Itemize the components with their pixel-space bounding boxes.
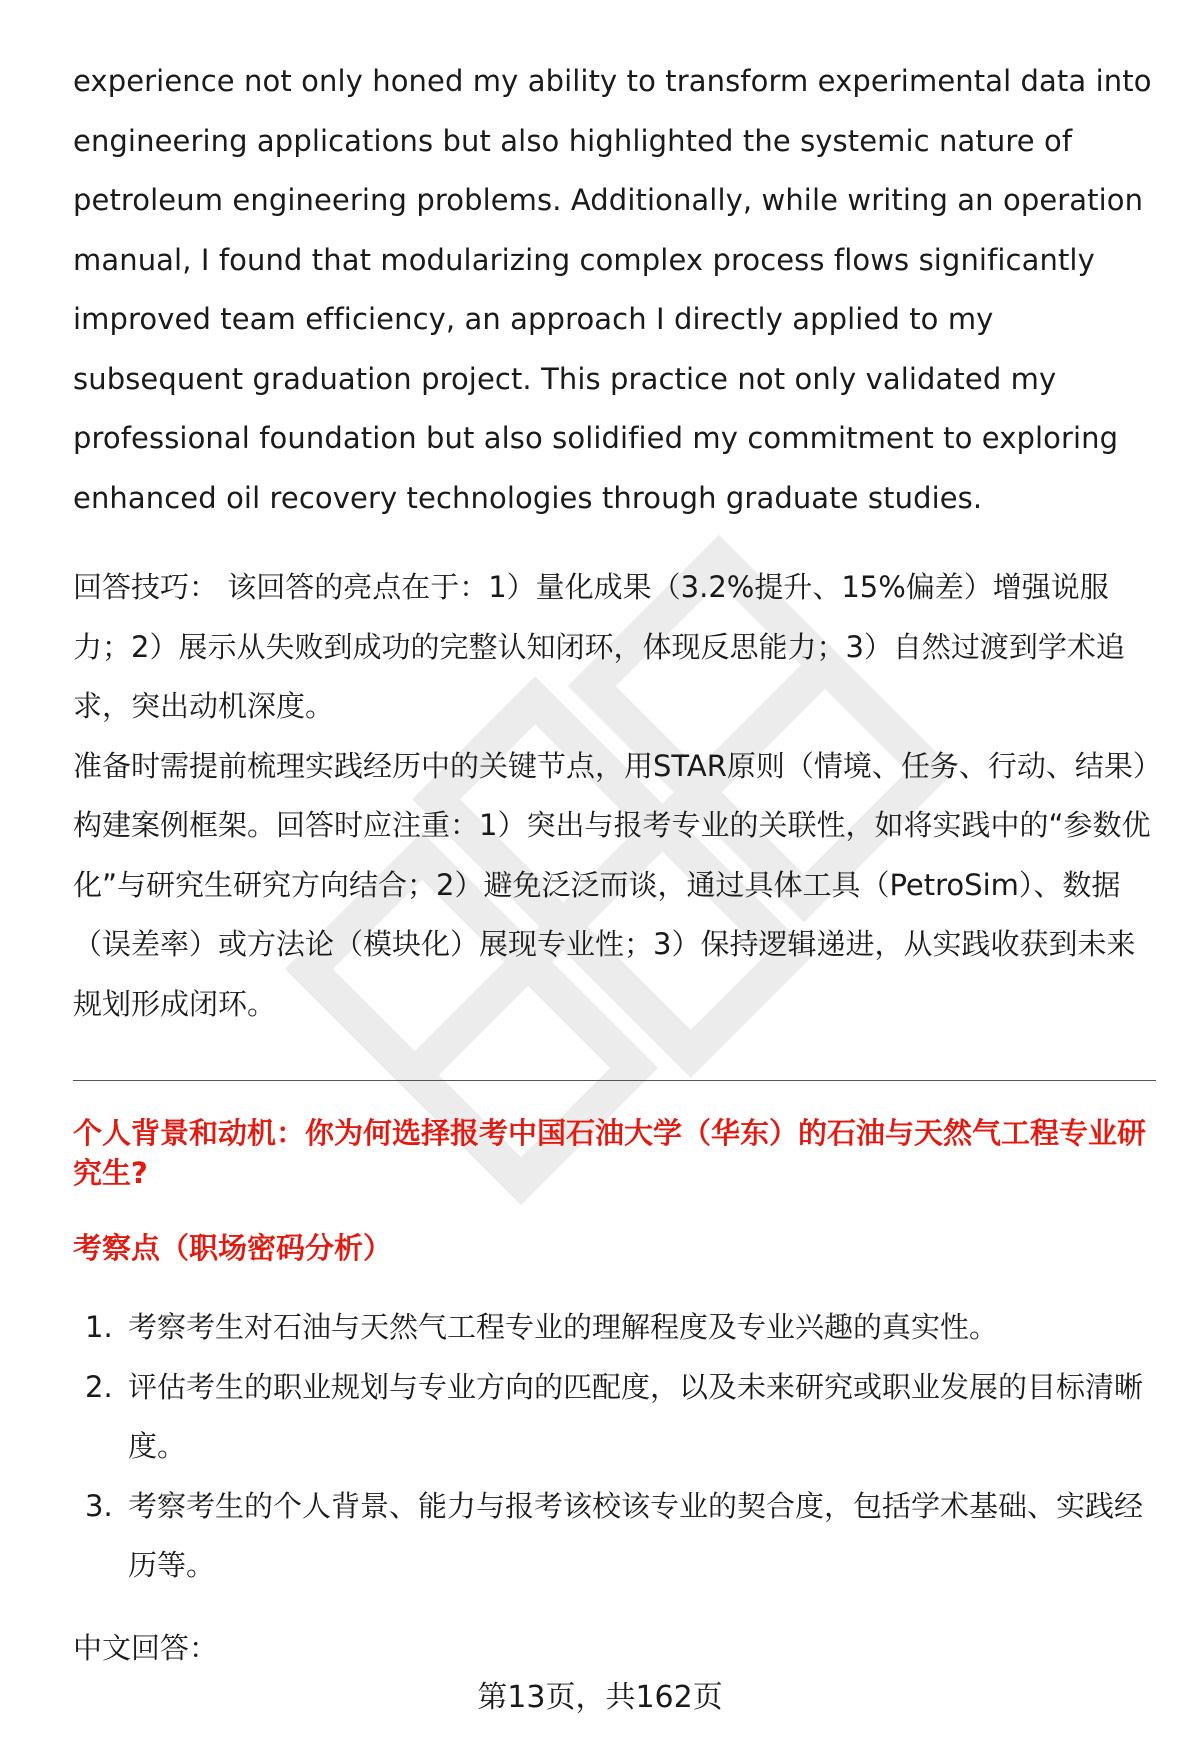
list-item-number: 1.: [85, 1310, 113, 1344]
english-answer-paragraph: experience not only honed my ability to transform experimental data into engineering applications but also highlighted the systemic nature of petroleum engineering problems. Additionally, while writing an operation manual, I found that modularizing complex process flows significantly improved team efficiency, an approach I directly applied to my subsequent graduation project. This practice not only validated my professional foundation but also solidified my commitment to exploring enhanced oil recovery technologies through graduate studies.: [73, 64, 1152, 515]
section-divider: [73, 1080, 1156, 1081]
main-content: [73, 52, 1153, 1034]
assessment-points-heading: 考察点（职场密码分析）: [73, 1231, 393, 1265]
list-item-text: 考察考生的个人背景、能力与报考该校该专业的契合度，包括学术基础、实践经历等。: [128, 1488, 1144, 1582]
list-item: [73, 1358, 1163, 1477]
list-item: [73, 1298, 1163, 1358]
chinese-answer-label: 中文回答：: [73, 1631, 219, 1665]
list-item-number: 2.: [85, 1369, 113, 1404]
list-item: [73, 1477, 1163, 1596]
preparation-advice-paragraph: 准备时需提前梳理实践经历中的关键节点，用STAR原则（情境、任务、行动、结果）构建案例框架。回答时应注重：1）突出与报考专业的关联性，如将实践中的“参数优化”与研究生研究方向结合；2）避免泛泛而谈，通过具体工具（PetroSim）、数据（误差率）或方法论（模块化）展现专业性；3）保持逻辑递进，从实践收获到未来规划形成闭环。: [73, 748, 1151, 1021]
answer-tips-paragraph: 回答技巧： 该回答的亮点在于：1）量化成果（3.2%提升、15%偏差）增强说服力；2）展示从失败到成功的完整认知闭环，体现反思能力；3）自然过渡到学术追求，突出动机深度。: [73, 570, 1125, 723]
list-item-text: 考察考生对石油与天然气工程专业的理解程度及专业兴趣的真实性。: [128, 1310, 999, 1344]
list-item-text: 评估考生的职业规划与专业方向的匹配度，以及未来研究或职业发展的目标清晰度。: [128, 1369, 1144, 1463]
list-item-number: 3.: [85, 1488, 113, 1523]
question-title: 个人背景和动机：你为何选择报考中国石油大学（华东）的石油与天然气工程专业研究生?: [73, 1116, 1147, 1190]
page-number-footer: 第13页，共162页: [477, 1680, 723, 1715]
assessment-points-list: [73, 1298, 1163, 1596]
